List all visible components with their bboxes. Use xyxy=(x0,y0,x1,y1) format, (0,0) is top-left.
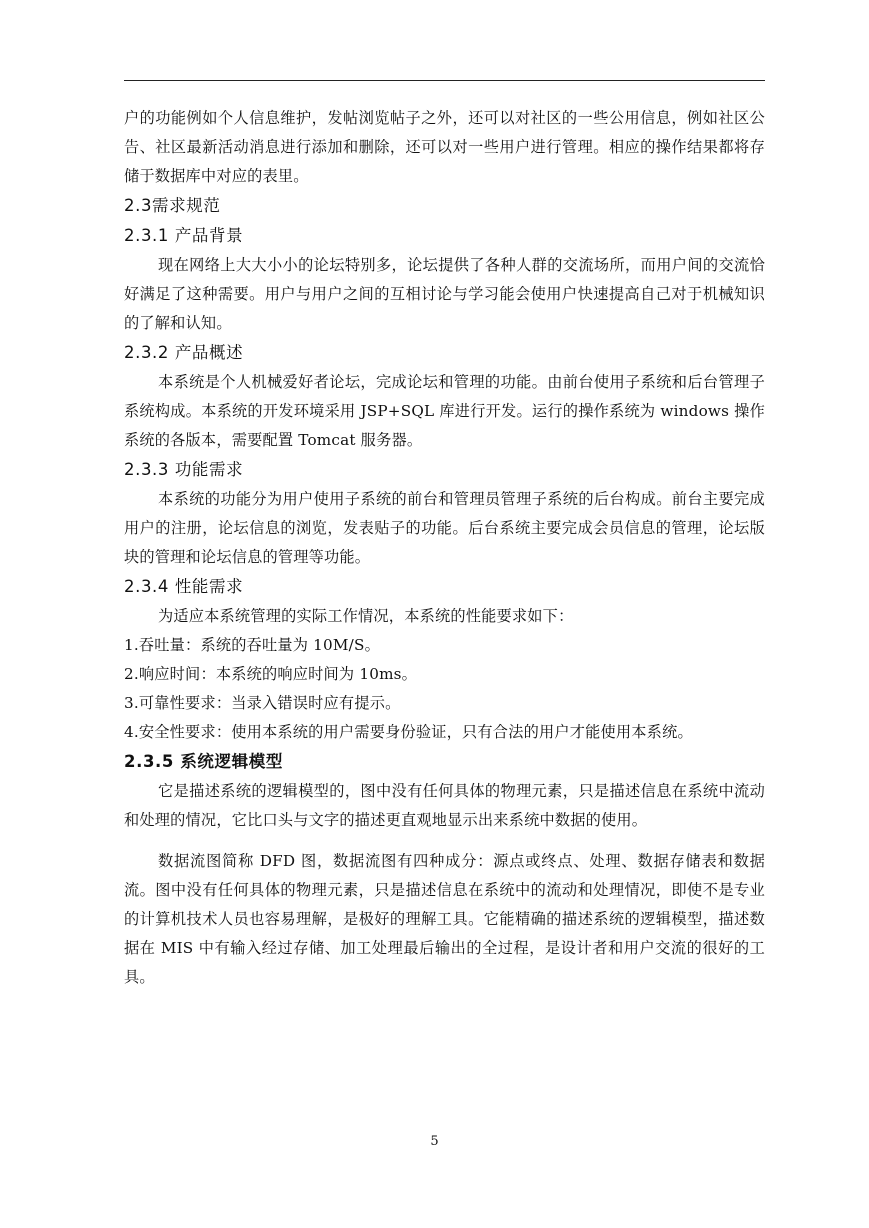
section-2-3-3-heading: 2.3.3 功能需求 xyxy=(124,460,244,479)
section-2-3-1-heading: 2.3.1 产品背景 xyxy=(124,226,244,245)
section-2-3-5-heading: 2.3.5 系统逻辑模型 xyxy=(124,752,283,771)
header-rule xyxy=(124,80,765,81)
logic-model-paragraph-2: 数据流图简称 DFD 图，数据流图有四种成分：源点或终点、处理、数据存储表和数据流。图中没有任何具体的物理元素，只是描述信息在系统中的流动和处理情况，即使不是专业的计算机技术人员也容易理解，是极好的理解工具。它能精确的描述系统的逻辑模型，描述数据在 MIS 中有输入经过存储、加工处理最后输出的全过程，是设计者和用户交流的很好的工具。 xyxy=(124,852,765,986)
performance-item-security: 4.安全性要求：使用本系统的用户需要身份验证，只有合法的用户才能使用本系统。 xyxy=(124,723,693,741)
section-2-3-heading: 2.3需求规范 xyxy=(124,196,221,215)
section-2-3-4-heading: 2.3.4 性能需求 xyxy=(124,577,244,596)
logic-model-paragraph-1: 它是描述系统的逻辑模型的，图中没有任何具体的物理元素，只是描述信息在系统中流动和处理的情况，它比口头与文字的描述更直观地显示出来系统中数据的使用。 xyxy=(124,782,765,829)
performance-item-response-time: 2.响应时间：本系统的响应时间为 10ms。 xyxy=(124,665,418,683)
performance-intro-paragraph: 为适应本系统管理的实际工作情况，本系统的性能要求如下： xyxy=(158,607,574,625)
page-number: 5 xyxy=(430,1134,439,1149)
document-body xyxy=(124,104,765,992)
section-2-3-2-heading: 2.3.2 产品概述 xyxy=(124,343,244,362)
continuation-paragraph: 户的功能例如个人信息维护，发帖浏览帖子之外，还可以对社区的一些公用信息，例如社区公告、社区最新活动消息进行添加和删除，还可以对一些用户进行管理。相应的操作结果都将存储于数据库中对应的表里。 xyxy=(124,109,765,185)
product-background-paragraph: 现在网络上大大小小的论坛特别多，论坛提供了各种人群的交流场所，而用户间的交流恰好满足了这种需要。用户与用户之间的互相讨论与学习能会使用户快速提高自己对于机械知识的了解和认知。 xyxy=(124,256,765,332)
functional-requirements-paragraph: 本系统的功能分为用户使用子系统的前台和管理员管理子系统的后台构成。前台主要完成用户的注册，论坛信息的浏览，发表贴子的功能。后台系统主要完成会员信息的管理，论坛版块的管理和论坛信息的管理等功能。 xyxy=(124,490,765,566)
product-overview-paragraph: 本系统是个人机械爱好者论坛，完成论坛和管理的功能。由前台使用子系统和后台管理子系统构成。本系统的开发环境采用 JSP+SQL 库进行开发。运行的操作系统为 windows 操作系统的各版本，需要配置 Tomcat 服务器。 xyxy=(124,373,765,449)
performance-item-reliability: 3.可靠性要求：当录入错误时应有提示。 xyxy=(124,694,401,712)
performance-item-throughput: 1.吞吐量：系统的吞吐量为 10M/S。 xyxy=(124,636,380,654)
